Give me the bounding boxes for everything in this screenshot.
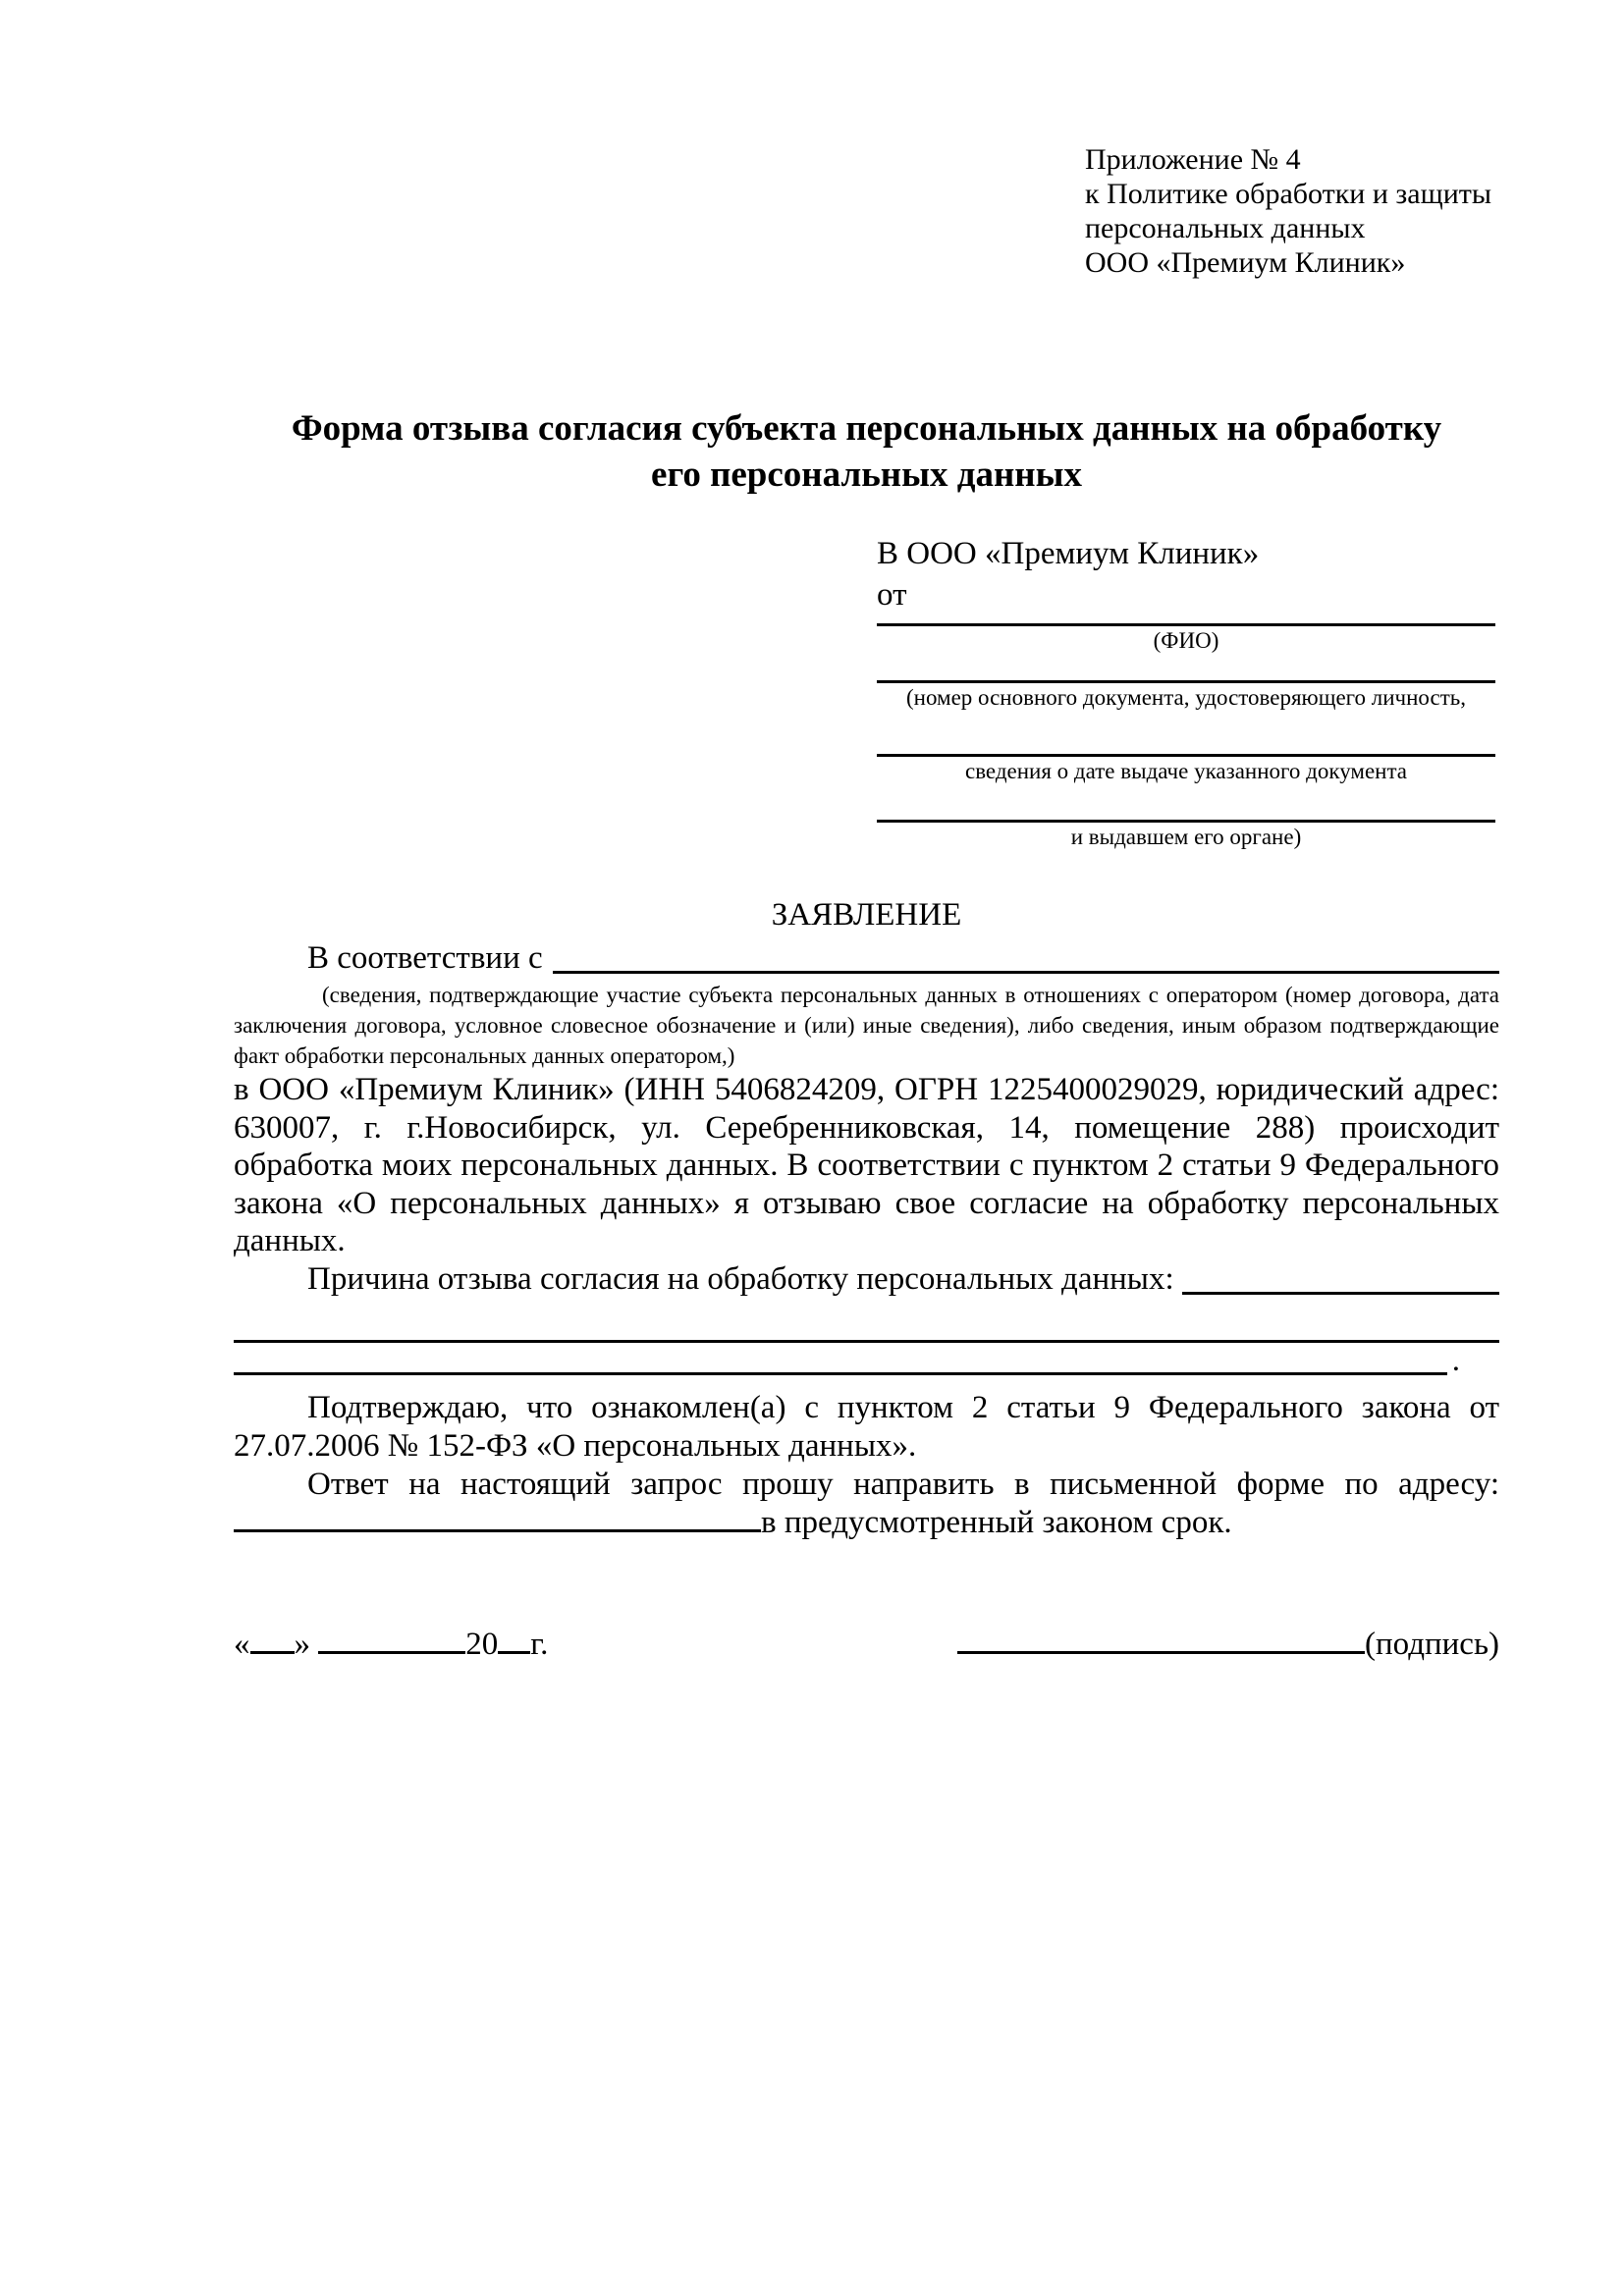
year-prefix: 20 xyxy=(465,1626,499,1662)
form-title-line: его персональных данных xyxy=(651,454,1082,495)
appendix-line: к Политике обработки и защиты xyxy=(1085,178,1492,210)
from-label: от xyxy=(877,577,907,613)
footer xyxy=(234,1625,1499,1664)
response-suffix: в предусмотренный законом срок. xyxy=(761,1504,1232,1540)
fio-caption: (ФИО) xyxy=(1153,628,1219,653)
small-print-note: (сведения, подтверждающие участие субъекта персональных данных в отношениях с оператором (номер договора, дата заключения договора, условное словесное обозначение и (или) иные сведения), либо сведения, иным образом подтверждающие факт обработки персональных данных оператором,) xyxy=(234,983,1499,1068)
appendix-block xyxy=(1085,142,1499,280)
addressee-block xyxy=(877,533,1495,850)
reason-extra-line-2[interactable] xyxy=(234,1343,1447,1375)
year-suffix: г. xyxy=(530,1626,549,1662)
reason-label: Причина отзыва согласия на обработку персональных данных: xyxy=(307,1260,1174,1297)
issue-date-field xyxy=(877,711,1495,784)
signature-caption: (подпись) xyxy=(1365,1626,1499,1662)
confirmation-paragraph: Подтверждаю, что ознакомлен(а) с пунктом 2 статьи 9 Федерального закона от 27.07.2006 № 152-ФЗ «О персональных данных». xyxy=(234,1389,1499,1464)
year-input-line[interactable] xyxy=(498,1651,530,1654)
issuing-authority-field xyxy=(877,784,1495,850)
main-paragraph: в ООО «Премиум Клиник» (ИНН 5406824209, ОГРН 1225400029029, юридический адрес: 630007, г. г.Новосибирск, ул. Серебренниковская, 14, помещение 288) происходит обработка моих персональных данных. В соответствии с пунктом 2 статьи 9 Федерального закона «О персональных данных» я отзываю свое согласие на обработку персональных данных. xyxy=(234,1072,1499,1258)
reason-end-mark: . xyxy=(1451,1342,1460,1378)
issuing-authority-caption: и выдавшем его органе) xyxy=(1070,825,1302,849)
date-group xyxy=(234,1625,548,1664)
day-close-quote: » xyxy=(294,1626,310,1662)
issue-date-caption: сведения о дате выдаче указанного документа xyxy=(964,759,1408,783)
document-number-field xyxy=(877,654,1495,711)
fio-input-line[interactable] xyxy=(877,615,1495,626)
document-number-input-line[interactable] xyxy=(877,654,1495,683)
issuing-authority-input-line[interactable] xyxy=(877,784,1495,823)
recipient-org: В ООО «Премиум Клиник» xyxy=(877,536,1260,571)
appendix-line: персональных данных xyxy=(1085,212,1366,244)
accordance-row xyxy=(234,938,1499,978)
issue-date-input-line[interactable] xyxy=(877,711,1495,757)
fio-field xyxy=(877,615,1495,654)
month-input-line[interactable] xyxy=(318,1651,465,1654)
reason-extra-line-1[interactable] xyxy=(234,1326,1499,1343)
appendix-line: ООО «Премиум Клиник» xyxy=(1085,246,1406,279)
accordance-prefix: В соответствии с xyxy=(307,940,543,976)
address-input-line[interactable] xyxy=(234,1529,761,1532)
accordance-input-line[interactable] xyxy=(553,938,1499,974)
signature-input-line[interactable] xyxy=(957,1651,1365,1654)
day-input-line[interactable] xyxy=(250,1651,295,1654)
reason-row xyxy=(234,1260,1499,1299)
reason-input-line[interactable] xyxy=(1182,1260,1499,1295)
response-address-row xyxy=(234,1504,1499,1542)
document-number-caption: (номер основного документа, удостоверяющего личность, xyxy=(905,685,1466,710)
day-open-quote: « xyxy=(234,1626,250,1662)
statement-heading: ЗАЯВЛЕНИЕ xyxy=(771,897,962,933)
signature-group xyxy=(957,1625,1499,1664)
form-title xyxy=(234,405,1499,498)
reason-extra-row-2 xyxy=(234,1343,1499,1379)
form-title-line: Форма отзыва согласия субъекта персональных данных на обработку xyxy=(291,408,1442,449)
response-request: Ответ на настоящий запрос прошу направить в письменной форме по адресу: xyxy=(307,1466,1499,1502)
appendix-line: Приложение № 4 xyxy=(1085,143,1301,176)
